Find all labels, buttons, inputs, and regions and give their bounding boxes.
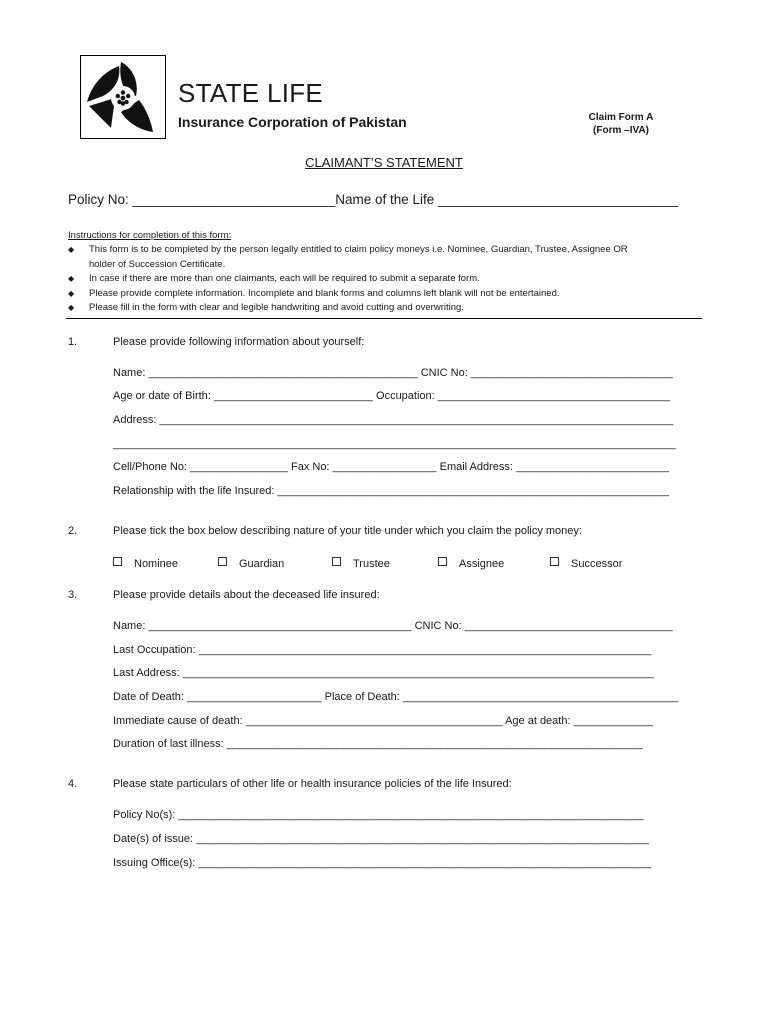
checkbox-label: Assignee bbox=[459, 558, 505, 570]
checkbox-successor[interactable] bbox=[550, 557, 622, 570]
checkbox-trustee[interactable] bbox=[332, 557, 390, 570]
question-2-text: Please tick the box below describing nature of your title under which you claim the policy money: bbox=[113, 525, 582, 537]
instruction-text: This form is to be completed by the person legally entitled to claim policy moneys i.e. Nominee, Guardian, Trustee, Assignee OR bbox=[89, 244, 628, 255]
checkbox-label: Nominee bbox=[134, 558, 179, 570]
checkbox-icon[interactable] bbox=[332, 557, 341, 566]
diamond-bullet-icon: ◆ bbox=[68, 274, 75, 283]
question-4-number: 4. bbox=[68, 778, 78, 790]
checkbox-guardian[interactable] bbox=[218, 557, 284, 570]
claimant-address-field[interactable]: Address: ____________________________________________________________________________________ bbox=[113, 414, 674, 426]
checkbox-label: Trustee bbox=[353, 558, 390, 570]
instruction-text: In case if there are more than one claimants, each will be required to submit a separate form. bbox=[89, 273, 480, 284]
instructions-list bbox=[68, 243, 688, 316]
question-1-number: 1. bbox=[68, 336, 78, 348]
claimant-contact-field[interactable]: Cell/Phone No: ________________ Fax No: _________________ Email Address: _________________________ bbox=[113, 461, 669, 473]
question-3-text: Please provide details about the deceased life insured: bbox=[113, 589, 380, 601]
instructions-heading: Instructions for completion of this form: bbox=[68, 230, 232, 241]
org-subtitle: Insurance Corporation of Pakistan bbox=[178, 114, 407, 130]
policy-numbers-field[interactable]: Policy No(s): ____________________________________________________________________________ bbox=[113, 809, 644, 821]
checkbox-assignee[interactable] bbox=[438, 557, 504, 570]
question-2-number: 2. bbox=[68, 525, 78, 537]
claimant-address-field-line-2[interactable]: ____________________________________________________________________________________________ bbox=[113, 438, 676, 450]
question-4-text: Please state particulars of other life or health insurance policies of the life Insured: bbox=[113, 778, 512, 790]
org-name: STATE LIFE bbox=[178, 78, 324, 108]
checkbox-icon[interactable] bbox=[550, 557, 559, 566]
instruction-item bbox=[68, 301, 688, 316]
policy-name-of-life-line[interactable]: Policy No: ___________________________Name of the Life ________________________________ bbox=[68, 192, 679, 207]
question-3-number: 3. bbox=[68, 589, 78, 601]
death-date-place-field[interactable]: Date of Death: ______________________ Place of Death: _____________________________________________ bbox=[113, 691, 679, 703]
question-1-text: Please provide following information about yourself: bbox=[113, 336, 365, 348]
deceased-name-cnic-field[interactable]: Name: ___________________________________________ CNIC No: __________________________________ bbox=[113, 620, 673, 632]
cause-age-death-field[interactable]: Immediate cause of death: __________________________________________ Age at death: _____________ bbox=[113, 715, 654, 727]
claim-form-reference bbox=[578, 111, 664, 137]
checkbox-nominee[interactable] bbox=[113, 557, 178, 570]
issuing-offices-field[interactable]: Issuing Office(s): __________________________________________________________________________ bbox=[113, 857, 652, 869]
instruction-text: Please provide complete information. Incomplete and blank forms and columns left blank will not be entertained. bbox=[89, 287, 560, 299]
illness-duration-field[interactable]: Duration of last illness: ____________________________________________________________________ bbox=[113, 738, 643, 750]
claim-form-name: Claim Form A bbox=[588, 112, 654, 123]
instruction-item-continuation bbox=[68, 258, 688, 273]
diamond-bullet-icon: ◆ bbox=[68, 288, 75, 298]
deceased-occupation-field[interactable]: Last Occupation: __________________________________________________________________________ bbox=[113, 644, 652, 656]
deceased-address-field[interactable]: Last Address: _____________________________________________________________________________ bbox=[113, 667, 654, 679]
diamond-bullet-icon: ◆ bbox=[68, 303, 75, 312]
instruction-item bbox=[68, 243, 688, 258]
checkbox-icon[interactable] bbox=[218, 557, 227, 566]
diamond-bullet-icon: ◆ bbox=[68, 245, 75, 254]
section-divider bbox=[66, 318, 702, 319]
state-life-logo bbox=[80, 55, 166, 139]
instruction-text: Please fill in the form with clear and legible handwriting and avoid cutting and overwriting. bbox=[89, 302, 464, 313]
issue-dates-field[interactable]: Date(s) of issue: __________________________________________________________________________ bbox=[113, 833, 649, 845]
instruction-item bbox=[68, 287, 688, 302]
checkbox-icon[interactable] bbox=[438, 557, 447, 566]
claim-form-code: (Form –IVA) bbox=[593, 125, 649, 136]
checkbox-label: Guardian bbox=[239, 558, 285, 570]
checkbox-label: Successor bbox=[571, 558, 623, 570]
claimant-name-cnic-field[interactable]: Name: ____________________________________________ CNIC No: _________________________________ bbox=[113, 367, 673, 379]
state-life-logo-icon bbox=[81, 56, 164, 137]
claimant-dob-occupation-field[interactable]: Age or date of Birth: __________________________ Occupation: ______________________________________ bbox=[113, 390, 671, 402]
instruction-text: holder of Succession Certificate. bbox=[89, 258, 226, 270]
checkbox-icon[interactable] bbox=[113, 557, 122, 566]
instruction-item bbox=[68, 272, 688, 287]
claimant-relationship-field[interactable]: Relationship with the life Insured: ________________________________________________________________ bbox=[113, 485, 670, 497]
form-title: CLAIMANT’S STATEMENT bbox=[305, 155, 463, 170]
